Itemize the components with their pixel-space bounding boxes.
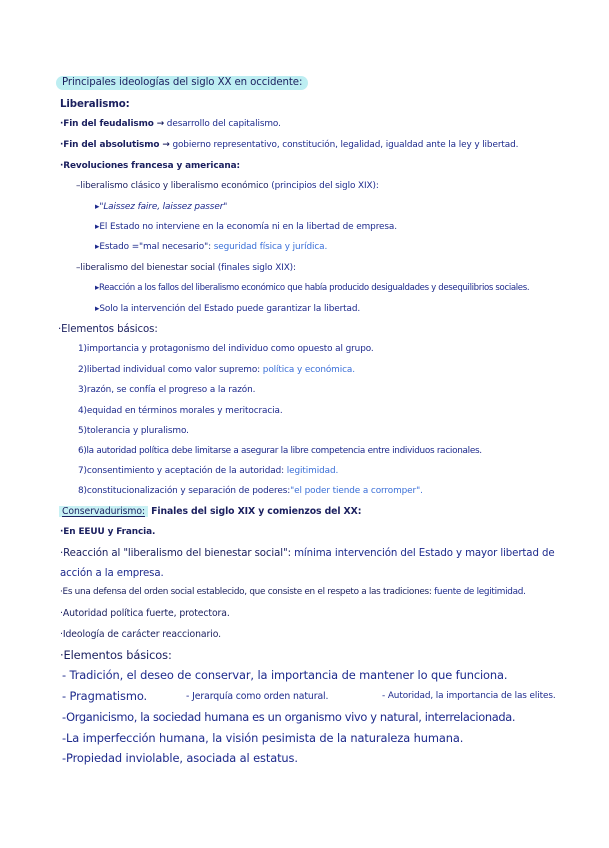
list-item: 5)tolerancia y pluralismo. xyxy=(78,426,189,436)
note-line: ▸Estado ="mal necesario": seguridad física y jurídica. xyxy=(95,242,328,252)
note-line: ▸El Estado no interviene en la economía ni en la libertad de empresa. xyxy=(95,222,397,232)
elements-heading: ·Elementos básicos: xyxy=(58,324,158,335)
list-item: -Propiedad inviolable, asociada al estatus. xyxy=(62,751,298,765)
title-highlight: Principales ideologías del siglo XX en occidente: xyxy=(56,76,308,90)
note-line: ·Fin del feudalismo → desarrollo del capitalismo. xyxy=(60,119,281,129)
note-line: ·Reacción al "liberalismo del bienestar social": mínima intervención del Estado y mayor libertad de xyxy=(60,548,555,559)
note-line: ·Revoluciones francesa y americana: xyxy=(60,161,240,171)
note-line: ·Es una defensa del orden social establecido, que consiste en el respeto a las tradiciones: fuente de legitimidad. xyxy=(60,587,526,597)
note-line: –liberalismo clásico y liberalismo económico (principios del siglo XIX): xyxy=(76,181,379,191)
note-line: ·En EEUU y Francia. xyxy=(60,527,156,537)
liberalism-heading: Liberalismo: xyxy=(60,99,130,110)
list-item: -La imperfección humana, la visión pesimista de la naturaleza humana. xyxy=(62,731,464,745)
list-item: 6)la autoridad política debe limitarse a asegurar la libre competencia entre individuos racionales. xyxy=(78,446,482,456)
conservatism-heading: Conservadurismo: Finales del siglo XIX y comienzos del XX: xyxy=(62,507,361,517)
list-item: 7)consentimiento y aceptación de la autoridad: legitimidad. xyxy=(78,466,339,476)
note-line: ▸Reacción a los fallos del liberalismo económico que había producido desigualdades y desequilibrios sociales. xyxy=(95,283,530,293)
note-line: ▸Solo la intervención del Estado puede garantizar la libertad. xyxy=(95,304,361,314)
list-item: 2)libertad individual como valor supremo: política y económica. xyxy=(78,365,355,375)
list-item: 8)constitucionalización y separación de poderes:"el poder tiende a corromper". xyxy=(78,486,423,496)
list-item: - Pragmatismo. xyxy=(62,689,148,703)
conservatism-elements-heading: ·Elementos básicos: xyxy=(60,648,172,662)
note-line: ▸"Laissez faire, laissez passer" xyxy=(95,202,228,212)
list-item: 4)equidad en términos morales y meritocracia. xyxy=(78,406,283,416)
note-line: ·Fin del absolutismo → gobierno representativo, constitución, legalidad, igualdad ante la ley y libertad. xyxy=(60,140,519,150)
note-line: ·Ideología de carácter reaccionario. xyxy=(60,629,221,640)
list-item: 3)razón, se confía el progreso a la razón. xyxy=(78,385,256,395)
list-item: -Organicismo, la sociedad humana es un organismo vivo y natural, interrelacionada. xyxy=(62,710,516,724)
list-item: - Tradición, el deseo de conservar, la importancia de mantener lo que funciona. xyxy=(62,668,508,682)
list-item: - Autoridad, la importancia de las elites. xyxy=(382,691,556,701)
note-line: –liberalismo del bienestar social (finales siglo XIX): xyxy=(76,263,296,273)
note-line: acción a la empresa. xyxy=(60,568,164,579)
page-title xyxy=(62,77,308,88)
note-line: ·Autoridad política fuerte, protectora. xyxy=(60,608,230,619)
list-item: 1)importancia y protagonismo del individuo como opuesto al grupo. xyxy=(78,344,374,354)
list-item: - Jerarquía como orden natural. xyxy=(186,691,329,702)
